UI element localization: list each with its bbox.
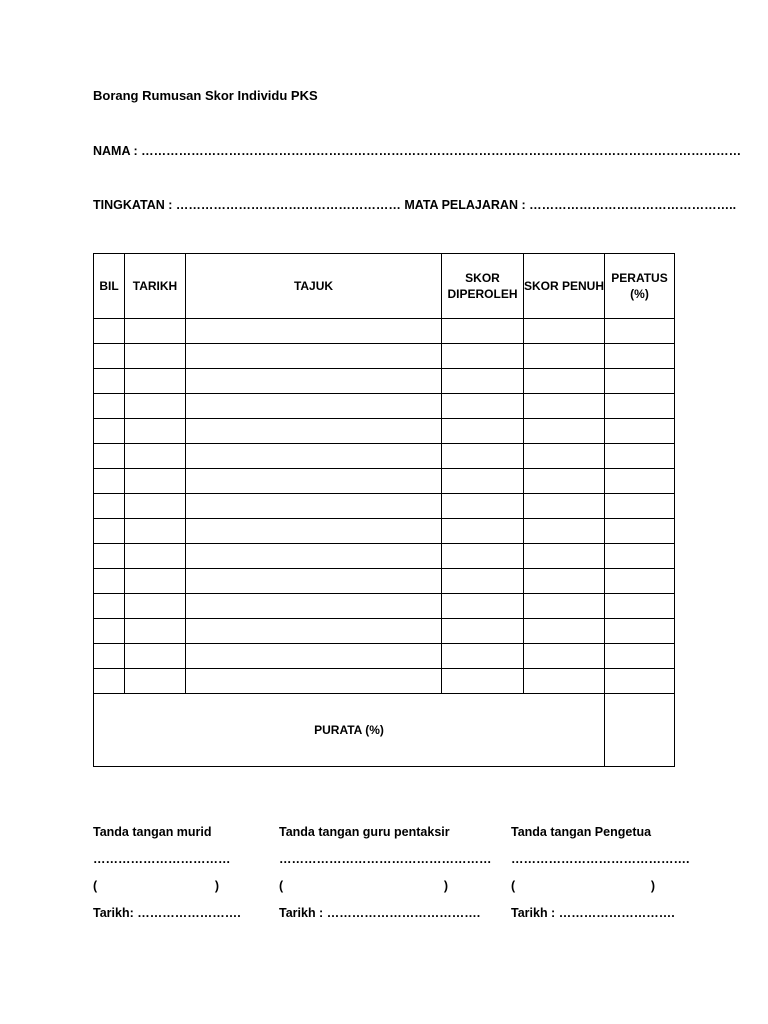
skor-diperoleh-cell[interactable] [442, 444, 524, 469]
table-row [94, 669, 675, 694]
tarikh-cell[interactable] [125, 444, 186, 469]
skor-penuh-cell[interactable] [524, 519, 605, 544]
bil-cell[interactable] [94, 444, 125, 469]
close-paren: ) [214, 879, 219, 893]
form-title: Borang Rumusan Skor Individu PKS [93, 88, 318, 103]
signature-pengetua [511, 825, 690, 926]
tarikh-cell[interactable] [125, 319, 186, 344]
score-table [93, 253, 675, 767]
signature-date[interactable]: Tarikh : ………………………. [511, 906, 675, 920]
signature-name-brackets[interactable] [93, 879, 219, 906]
tarikh-cell[interactable] [125, 469, 186, 494]
bil-cell[interactable] [94, 519, 125, 544]
peratus-cell[interactable] [605, 619, 675, 644]
bil-cell[interactable] [94, 419, 125, 444]
skor-penuh-cell[interactable] [524, 344, 605, 369]
table-row [94, 344, 675, 369]
skor-penuh-cell[interactable] [524, 494, 605, 519]
bil-cell[interactable] [94, 369, 125, 394]
tajuk-cell[interactable] [186, 544, 442, 569]
skor-diperoleh-cell[interactable] [442, 419, 524, 444]
peratus-cell[interactable] [605, 369, 675, 394]
table-row [94, 519, 675, 544]
skor-penuh-cell[interactable] [524, 644, 605, 669]
peratus-cell[interactable] [605, 594, 675, 619]
skor-penuh-cell[interactable] [524, 444, 605, 469]
peratus-cell[interactable] [605, 469, 675, 494]
skor-diperoleh-cell[interactable] [442, 619, 524, 644]
header-bil: BIL [94, 254, 125, 319]
tajuk-cell[interactable] [186, 669, 442, 694]
skor-diperoleh-cell[interactable] [442, 669, 524, 694]
table-row [94, 494, 675, 519]
skor-penuh-cell[interactable] [524, 544, 605, 569]
bil-cell[interactable] [94, 669, 125, 694]
peratus-cell[interactable] [605, 519, 675, 544]
skor-diperoleh-cell[interactable] [442, 594, 524, 619]
table-row [94, 319, 675, 344]
bil-cell[interactable] [94, 494, 125, 519]
skor-penuh-cell[interactable] [524, 319, 605, 344]
signature-guru-pentaksir [279, 825, 492, 926]
tarikh-cell[interactable] [125, 619, 186, 644]
tajuk-cell[interactable] [186, 569, 442, 594]
tarikh-cell[interactable] [125, 394, 186, 419]
skor-penuh-cell[interactable] [524, 669, 605, 694]
skor-diperoleh-cell[interactable] [442, 344, 524, 369]
signature-line[interactable]: …………………………… [93, 852, 231, 866]
signature-label: Tanda tangan murid [93, 825, 212, 839]
header-tarikh: TARIKH [125, 254, 186, 319]
bil-cell[interactable] [94, 394, 125, 419]
open-paren: ( [279, 879, 284, 893]
bil-cell[interactable] [94, 594, 125, 619]
skor-diperoleh-cell[interactable] [442, 519, 524, 544]
tarikh-cell[interactable] [125, 344, 186, 369]
table-row [94, 394, 675, 419]
peratus-cell[interactable] [605, 444, 675, 469]
peratus-cell[interactable] [605, 319, 675, 344]
peratus-cell[interactable] [605, 344, 675, 369]
tarikh-cell[interactable] [125, 669, 186, 694]
peratus-cell[interactable] [605, 394, 675, 419]
purata-value-cell[interactable] [605, 694, 675, 767]
table-row [94, 594, 675, 619]
tajuk-cell[interactable] [186, 494, 442, 519]
tarikh-cell[interactable] [125, 494, 186, 519]
table-header-row [94, 254, 675, 319]
skor-diperoleh-cell[interactable] [442, 544, 524, 569]
signature-line[interactable]: ……………………………………. [511, 852, 690, 866]
skor-diperoleh-cell[interactable] [442, 494, 524, 519]
skor-penuh-cell[interactable] [524, 594, 605, 619]
tarikh-cell[interactable] [125, 544, 186, 569]
bil-cell[interactable] [94, 644, 125, 669]
peratus-cell[interactable] [605, 419, 675, 444]
header-skor-diperoleh: SKOR DIPEROLEH [442, 254, 524, 319]
tarikh-cell[interactable] [125, 519, 186, 544]
tarikh-cell[interactable] [125, 644, 186, 669]
signature-date[interactable]: Tarikh : ………………………………. [279, 906, 481, 920]
signature-name-brackets[interactable] [279, 879, 448, 906]
table-row [94, 444, 675, 469]
skor-penuh-cell[interactable] [524, 419, 605, 444]
peratus-cell[interactable] [605, 644, 675, 669]
tajuk-cell[interactable] [186, 444, 442, 469]
bil-cell[interactable] [94, 544, 125, 569]
tarikh-cell[interactable] [125, 594, 186, 619]
skor-diperoleh-cell[interactable] [442, 469, 524, 494]
bil-cell[interactable] [94, 569, 125, 594]
tajuk-cell[interactable] [186, 519, 442, 544]
bil-cell[interactable] [94, 469, 125, 494]
table-row [94, 469, 675, 494]
table-row [94, 619, 675, 644]
bil-cell[interactable] [94, 344, 125, 369]
header-tajuk: TAJUK [186, 254, 442, 319]
header-peratus: PERATUS (%) [605, 254, 675, 319]
peratus-cell[interactable] [605, 544, 675, 569]
tajuk-cell[interactable] [186, 319, 442, 344]
table-row [94, 544, 675, 569]
skor-diperoleh-cell[interactable] [442, 644, 524, 669]
tajuk-cell[interactable] [186, 469, 442, 494]
tarikh-cell[interactable] [125, 419, 186, 444]
skor-penuh-cell[interactable] [524, 394, 605, 419]
peratus-cell[interactable] [605, 569, 675, 594]
tajuk-cell[interactable] [186, 644, 442, 669]
signature-line[interactable]: …………………………………………… [279, 852, 492, 866]
bil-cell[interactable] [94, 619, 125, 644]
open-paren: ( [511, 879, 516, 893]
peratus-cell[interactable] [605, 494, 675, 519]
tajuk-cell[interactable] [186, 419, 442, 444]
tingkatan-mata-pelajaran-field[interactable]: TINGKATAN : ……………………………………………… MATA PELAJARAN : ………………………………………….. [93, 198, 737, 212]
nama-field[interactable]: NAMA : ……………………………………………………………………………………………………………………………… [93, 144, 742, 158]
skor-diperoleh-cell[interactable] [442, 369, 524, 394]
skor-penuh-cell[interactable] [524, 369, 605, 394]
close-paren: ) [443, 879, 448, 893]
purata-label: PURATA (%) [94, 694, 605, 767]
table-row [94, 419, 675, 444]
purata-row [94, 694, 675, 767]
skor-diperoleh-cell[interactable] [442, 394, 524, 419]
skor-diperoleh-cell[interactable] [442, 319, 524, 344]
tajuk-cell[interactable] [186, 369, 442, 394]
signature-name-brackets[interactable] [511, 879, 655, 906]
peratus-cell[interactable] [605, 669, 675, 694]
tajuk-cell[interactable] [186, 344, 442, 369]
table-row [94, 569, 675, 594]
signature-label: Tanda tangan guru pentaksir [279, 825, 450, 839]
tarikh-cell[interactable] [125, 569, 186, 594]
tajuk-cell[interactable] [186, 619, 442, 644]
close-paren: ) [650, 879, 655, 893]
skor-penuh-cell[interactable] [524, 619, 605, 644]
open-paren: ( [93, 879, 98, 893]
signature-murid [93, 825, 241, 926]
table-row [94, 369, 675, 394]
header-skor-penuh: SKOR PENUH [524, 254, 605, 319]
signature-date[interactable]: Tarikh: ……………………. [93, 906, 241, 920]
skor-penuh-cell[interactable] [524, 569, 605, 594]
bil-cell[interactable] [94, 319, 125, 344]
signature-label: Tanda tangan Pengetua [511, 825, 652, 839]
skor-diperoleh-cell[interactable] [442, 569, 524, 594]
table-body [94, 319, 675, 694]
tajuk-cell[interactable] [186, 394, 442, 419]
table-row [94, 644, 675, 669]
skor-penuh-cell[interactable] [524, 469, 605, 494]
tarikh-cell[interactable] [125, 369, 186, 394]
tajuk-cell[interactable] [186, 594, 442, 619]
